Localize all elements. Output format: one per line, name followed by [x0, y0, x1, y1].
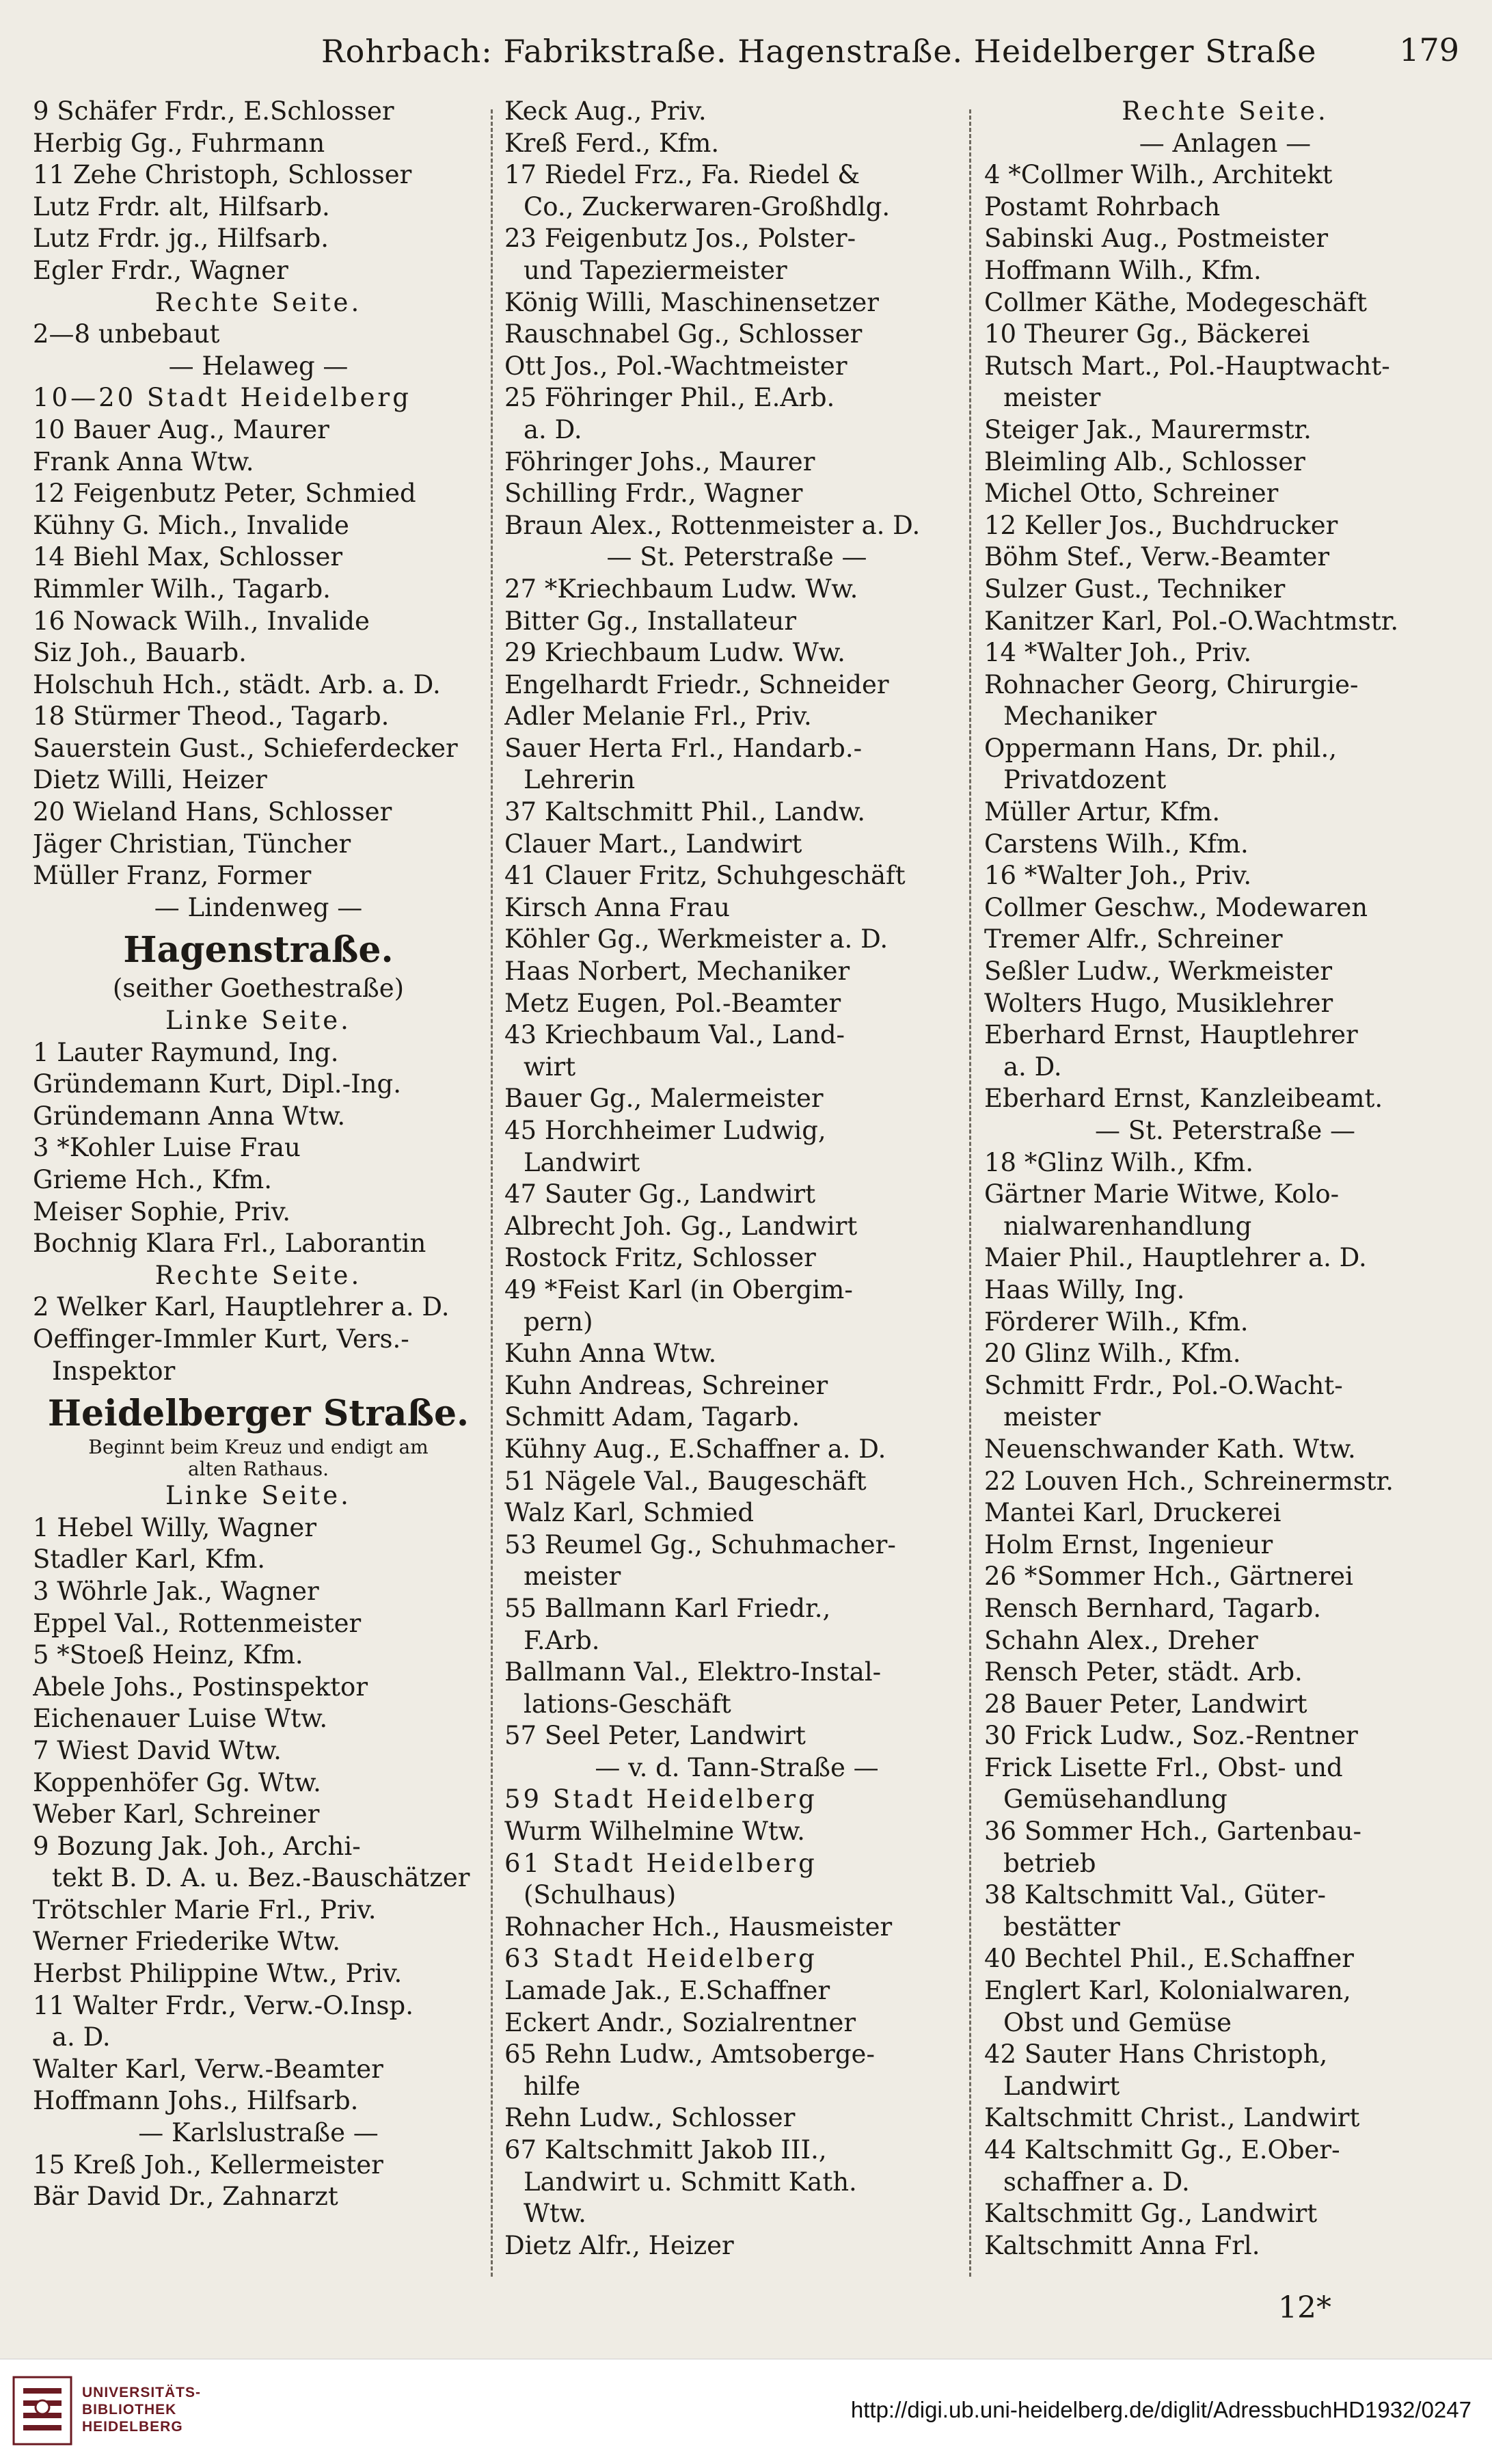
directory-line: Postamt Rohrbach [984, 191, 1221, 222]
directory-line: 9 Schäfer Frdr., E.Schlosser [33, 96, 394, 126]
directory-line: Rensch Bernhard, Tagarb. [984, 1593, 1322, 1623]
directory-line: Lamade Jak., E.Schaffner [504, 1976, 830, 2006]
directory-line: Hoffmann Wilh., Kfm. [984, 255, 1262, 285]
directory-line: 16 *Walter Joh., Priv. [984, 861, 1252, 891]
directory-line: Kanitzer Karl, Pol.-O.Wachtmstr. [984, 606, 1399, 636]
directory-line: Gründemann Anna Wtw. [33, 1101, 346, 1131]
directory-line: Dietz Willi, Heizer [33, 765, 267, 795]
directory-line: Ott Jos., Pol.-Wachtmeister [504, 351, 847, 381]
directory-line: Oppermann Hans, Dr. phil., [984, 733, 1338, 763]
directory-line: 18 *Glinz Wilh., Kfm. [984, 1147, 1253, 1177]
directory-line: Rohnacher Georg, Chirurgie- [984, 669, 1359, 699]
directory-line: 27 *Kriechbaum Ludw. Ww. [504, 574, 858, 604]
directory-line: Keck Aug., Priv. [504, 96, 707, 126]
directory-line: Egler Frdr., Wagner [33, 255, 288, 285]
directory-line: 51 Nägele Val., Baugeschäft [504, 1466, 867, 1496]
directory-line: Herbig Gg., Fuhrmann [33, 128, 325, 158]
directory-line: 20 Glinz Wilh., Kfm. [984, 1339, 1241, 1369]
directory-line: Köhler Gg., Werkmeister a. D. [504, 924, 889, 954]
directory-line: alten Rathaus. [187, 1458, 329, 1481]
directory-line: 1 Lauter Raymund, Ing. [33, 1037, 339, 1067]
directory-line: 12 Feigenbutz Peter, Schmied [33, 479, 416, 509]
directory-line: 3 *Kohler Luise Frau [33, 1133, 301, 1163]
directory-line: 55 Ballmann Karl Friedr., [504, 1593, 831, 1623]
directory-line: a. D. [1003, 1052, 1062, 1082]
directory-line: Maier Phil., Hauptlehrer a. D. [984, 1243, 1367, 1273]
directory-line: meister [1003, 1402, 1101, 1432]
directory-line: Rechte Seite. [154, 287, 362, 317]
directory-line: Grieme Hch., Kfm. [33, 1165, 273, 1194]
library-name[interactable] [82, 2384, 201, 2435]
directory-line: 47 Sauter Gg., Landwirt [504, 1179, 816, 1209]
directory-line: Holm Ernst, Ingenieur [984, 1529, 1273, 1559]
directory-line: 15 Kreß Joh., Kellermeister [33, 2150, 383, 2180]
directory-line: 12 Keller Jos., Buchdrucker [984, 510, 1338, 540]
directory-line: — St. Peterstraße — [606, 542, 867, 572]
directory-line: pern) [524, 1307, 593, 1337]
directory-line: 61 Stadt Heidelberg [504, 1848, 817, 1878]
directory-line: Mantei Karl, Druckerei [984, 1498, 1281, 1528]
directory-line: Rimmler Wilh., Tagarb. [33, 574, 331, 604]
directory-line: betrieb [1003, 1848, 1096, 1878]
directory-line: Linke Seite. [165, 1481, 351, 1511]
directory-line: a. D. [52, 2022, 111, 2052]
directory-line: Heidelberger Straße. [47, 1393, 470, 1435]
directory-line: Rensch Peter, städt. Arb. [984, 1657, 1303, 1687]
directory-line: 9 Bozung Jak. Joh., Archi- [33, 1831, 361, 1861]
directory-line: Hoffmann Johs., Hilfsarb. [33, 2086, 359, 2116]
directory-line: Sulzer Gust., Techniker [984, 574, 1286, 604]
directory-line: 11 Walter Frdr., Verw.-O.Insp. [33, 1990, 413, 2020]
directory-line: Jäger Christian, Tüncher [33, 829, 351, 859]
directory-line: Engelhardt Friedr., Schneider [504, 669, 889, 699]
directory-line: 67 Kaltschmitt Jakob III., [504, 2135, 827, 2165]
directory-line: 44 Kaltschmitt Gg., E.Ober- [984, 2135, 1340, 2165]
directory-line: Kaltschmitt Anna Frl. [984, 2230, 1260, 2260]
directory-line: Englert Karl, Kolonialwaren, [984, 1976, 1351, 2006]
directory-line: 38 Kaltschmitt Val., Güter- [984, 1880, 1327, 1910]
directory-line: Privatdozent [1003, 765, 1167, 795]
directory-line: 10 Theurer Gg., Bäckerei [984, 319, 1310, 349]
directory-line: Werner Friederike Wtw. [33, 1927, 340, 1957]
directory-line: Linke Seite. [165, 1006, 351, 1036]
running-title: Rohrbach: Fabrikstraße. Hagenstraße. Heidelberger Straße [321, 33, 1317, 70]
directory-line: Frick Lisette Frl., Obst- und [984, 1752, 1343, 1782]
directory-line: Meiser Sophie, Priv. [33, 1196, 291, 1227]
directory-line: schaffner a. D. [1003, 2167, 1190, 2197]
directory-line: 10 Bauer Aug., Maurer [33, 414, 329, 444]
directory-line: Föhringer Johs., Maurer [504, 446, 815, 477]
directory-line: 30 Frick Ludw., Soz.-Rentner [984, 1721, 1358, 1751]
directory-line: Wolters Hugo, Musiklehrer [984, 988, 1333, 1018]
directory-line: Rostock Fritz, Schlosser [504, 1243, 816, 1273]
directory-line: Seßler Ludw., Werkmeister [984, 956, 1333, 987]
directory-line: 1 Hebel Willy, Wagner [33, 1512, 317, 1542]
directory-line: Collmer Käthe, Modegeschäft [984, 287, 1367, 317]
directory-line: 43 Kriechbaum Val., Land- [504, 1020, 845, 1050]
directory-line: 42 Sauter Hans Christoph, [984, 2039, 1328, 2070]
directory-line: Haas Norbert, Mechaniker [504, 956, 850, 987]
directory-line: 7 Wiest David Wtw. [33, 1735, 282, 1765]
directory-line: Böhm Stef., Verw.-Beamter [984, 542, 1330, 572]
directory-line: Kuhn Andreas, Schreiner [504, 1370, 828, 1400]
directory-line: 28 Bauer Peter, Landwirt [984, 1689, 1307, 1719]
directory-line: 45 Horchheimer Ludwig, [504, 1116, 826, 1145]
directory-line: 49 *Feist Karl (in Obergim- [504, 1274, 853, 1304]
directory-line: Wurm Wilhelmine Wtw. [504, 1817, 805, 1847]
directory-line: Koppenhöfer Gg. Wtw. [33, 1767, 321, 1797]
directory-line: Walz Karl, Schmied [504, 1498, 755, 1528]
directory-line: hilfe [524, 2071, 581, 2101]
directory-line: 20 Wieland Hans, Schlosser [33, 797, 392, 827]
directory-line: — Karlslustraße — [138, 2118, 379, 2148]
directory-line: Rechte Seite. [1122, 96, 1329, 126]
directory-line: bestätter [1003, 1912, 1120, 1942]
directory-line: 59 Stadt Heidelberg [504, 1784, 817, 1814]
directory-line: Kirsch Anna Frau [504, 892, 730, 922]
directory-line: Bauer Gg., Malermeister [504, 1084, 824, 1114]
directory-line: — St. Peterstraße — [1094, 1116, 1356, 1145]
directory-line: Eberhard Ernst, Hauptlehrer [984, 1020, 1358, 1050]
directory-line: Bär David Dr., Zahnarzt [33, 2182, 338, 2212]
directory-line: 14 Biehl Max, Schlosser [33, 542, 343, 572]
directory-line: 26 *Sommer Hch., Gärtnerei [984, 1562, 1353, 1592]
directory-line: 14 *Walter Joh., Priv. [984, 638, 1252, 668]
directory-line: (Schulhaus) [524, 1880, 677, 1910]
directory-line: Clauer Mart., Landwirt [504, 829, 802, 859]
directory-line: Rauschnabel Gg., Schlosser [504, 319, 863, 349]
directory-line: lations-Geschäft [524, 1689, 731, 1719]
directory-line: Haas Willy, Ing. [984, 1274, 1185, 1304]
column-2 [504, 96, 969, 2262]
column-1 [33, 96, 484, 2213]
directory-line: Frank Anna Wtw. [33, 446, 254, 477]
directory-line: Weber Karl, Schreiner [33, 1799, 320, 1830]
viewer-footer [0, 2359, 1492, 2464]
directory-line: 23 Feigenbutz Jos., Polster- [504, 224, 856, 254]
directory-line: Schmitt Frdr., Pol.-O.Wacht- [984, 1370, 1343, 1400]
directory-line: Eckert Andr., Sozialrentner [504, 2007, 856, 2037]
directory-line: 3 Wöhrle Jak., Wagner [33, 1576, 319, 1606]
directory-line: Braun Alex., Rottenmeister a. D. [504, 510, 921, 540]
directory-line: Co., Zuckerwaren-Großhdlg. [524, 191, 891, 222]
directory-line: — v. d. Tann-Straße — [595, 1752, 879, 1782]
directory-line: Lutz Frdr. jg., Hilfsarb. [33, 224, 329, 254]
directory-line: Kühny G. Mich., Invalide [33, 510, 349, 540]
page-number: 179 [1399, 31, 1459, 68]
directory-line: 63 Stadt Heidelberg [504, 1944, 817, 1974]
directory-line: 25 Föhringer Phil., E.Arb. [504, 383, 835, 413]
directory-line: Gründemann Kurt, Dipl.-Ing. [33, 1069, 401, 1099]
directory-line: Landwirt u. Schmitt Kath. [524, 2167, 857, 2197]
directory-line: wirt [524, 1052, 576, 1082]
directory-line: tekt B. D. A. u. Bez.-Bauschätzer [52, 1863, 470, 1893]
directory-line: Sauerstein Gust., Schieferdecker [33, 733, 458, 763]
directory-line: Bleimling Alb., Schlosser [984, 446, 1305, 477]
directory-line: Sauer Herta Frl., Handarb.- [504, 733, 863, 763]
directory-line: — Helaweg — [168, 351, 349, 381]
directory-line: 57 Seel Peter, Landwirt [504, 1721, 806, 1751]
directory-line: 40 Bechtel Phil., E.Schaffner [984, 1944, 1354, 1974]
directory-line: meister [1003, 383, 1101, 413]
directory-line: Abele Johs., Postinspektor [33, 1672, 368, 1702]
university-seal-icon [10, 2373, 75, 2448]
directory-line: Rechte Seite. [154, 1260, 362, 1290]
library-name-line: UNIVERSITÄTS- [82, 2385, 202, 2400]
directory-line: Eberhard Ernst, Kanzleibeamt. [984, 1084, 1383, 1114]
directory-line: Ballmann Val., Elektro-Instal- [504, 1657, 882, 1687]
column-divider-2 [969, 109, 971, 2277]
directory-line: Schilling Frdr., Wagner [504, 479, 803, 509]
directory-line: Landwirt [1003, 2071, 1120, 2101]
directory-line: 36 Sommer Hch., Gartenbau- [984, 1817, 1362, 1847]
directory-line: Walter Karl, Verw.-Beamter [33, 2054, 383, 2084]
directory-line: Dietz Alfr., Heizer [504, 2230, 734, 2260]
directory-line: Förderer Wilh., Kfm. [984, 1307, 1249, 1337]
directory-line: Wtw. [524, 2199, 586, 2229]
directory-line: Kuhn Anna Wtw. [504, 1339, 717, 1369]
directory-line: Landwirt [524, 1147, 640, 1177]
library-name-line: HEIDELBERG [82, 2419, 183, 2435]
directory-line: meister [524, 1562, 621, 1592]
directory-line: König Willi, Maschinensetzer [504, 287, 879, 317]
directory-line: Kaltschmitt Christ., Landwirt [984, 2103, 1360, 2133]
directory-line: Sabinski Aug., Postmeister [984, 224, 1329, 254]
directory-line: Stadler Karl, Kfm. [33, 1544, 266, 1575]
directory-line: Siz Joh., Bauarb. [33, 638, 247, 668]
directory-line: Gemüsehandlung [1003, 1784, 1227, 1814]
directory-line: Inspektor [52, 1356, 176, 1386]
directory-line: 4 *Collmer Wilh., Architekt [984, 160, 1333, 190]
directory-line: — Lindenweg — [154, 892, 363, 922]
directory-line: Collmer Geschw., Modewaren [984, 892, 1368, 922]
directory-line: Bochnig Klara Frl., Laborantin [33, 1229, 426, 1259]
directory-line: Kreß Ferd., Kfm. [504, 128, 720, 158]
directory-line: Albrecht Joh. Gg., Landwirt [504, 1211, 858, 1241]
permalink-url[interactable]: http://digi.ub.uni-heidelberg.de/diglit/AdressbuchHD1932/0247 [850, 2397, 1471, 2422]
directory-line: Metz Eugen, Pol.-Beamter [504, 988, 841, 1018]
directory-line: 11 Zehe Christoph, Schlosser [33, 160, 412, 190]
directory-line: Gärtner Marie Witwe, Kolo- [984, 1179, 1340, 1209]
directory-line: Mechaniker [1003, 701, 1157, 732]
directory-line: Beginnt beim Kreuz und endigt am [88, 1436, 429, 1459]
directory-line: 18 Stürmer Theod., Tagarb. [33, 701, 390, 732]
directory-line: Rohnacher Hch., Hausmeister [504, 1912, 893, 1942]
library-name-line: BIBLIOTHEK [82, 2402, 177, 2418]
directory-line: Rutsch Mart., Pol.-Hauptwacht- [984, 351, 1390, 381]
directory-line: Müller Franz, Former [33, 861, 312, 891]
directory-line: 2 Welker Karl, Hauptlehrer a. D. [33, 1292, 450, 1322]
directory-line: Müller Artur, Kfm. [984, 797, 1221, 827]
directory-line: 37 Kaltschmitt Phil., Landw. [504, 797, 866, 827]
column-divider-1 [491, 109, 493, 2277]
directory-line: 22 Louven Hch., Schreinermstr. [984, 1466, 1394, 1496]
directory-line: Rehn Ludw., Schlosser [504, 2103, 796, 2133]
directory-line: 65 Rehn Ludw., Amtsoberge- [504, 2039, 875, 2070]
directory-line: 5 *Stoeß Heinz, Kfm. [33, 1640, 303, 1670]
directory-line: Steiger Jak., Maurermstr. [984, 414, 1312, 444]
directory-line: nialwarenhandlung [1003, 1211, 1252, 1241]
page-header [41, 26, 1465, 81]
directory-line: Trötschler Marie Frl., Priv. [33, 1894, 377, 1925]
directory-line: Eichenauer Luise Wtw. [33, 1704, 328, 1734]
directory-line: F.Arb. [524, 1625, 600, 1655]
directory-line: a. D. [524, 414, 582, 444]
directory-line: Lehrerin [524, 765, 636, 795]
directory-line: 16 Nowack Wilh., Invalide [33, 606, 370, 636]
directory-line: 2—8 unbebaut [33, 319, 220, 349]
directory-line: Schmitt Adam, Tagarb. [504, 1402, 800, 1432]
directory-line: Tremer Alfr., Schreiner [984, 924, 1283, 954]
directory-line: — Anlagen — [1139, 128, 1312, 158]
directory-line: Kaltschmitt Gg., Landwirt [984, 2199, 1318, 2229]
directory-line: Schahn Alex., Dreher [984, 1625, 1258, 1655]
directory-line: 29 Kriechbaum Ludw. Ww. [504, 638, 845, 668]
directory-line: Lutz Frdr. alt, Hilfsarb. [33, 191, 330, 222]
column-3 [984, 96, 1466, 2262]
directory-line: Herbst Philippine Wtw., Priv. [33, 1959, 403, 1989]
directory-line: Holschuh Hch., städt. Arb. a. D. [33, 669, 441, 699]
directory-line: Michel Otto, Schreiner [984, 479, 1279, 509]
directory-line: 41 Clauer Fritz, Schuhgeschäft [504, 861, 906, 891]
directory-line: 17 Riedel Frz., Fa. Riedel & [504, 160, 860, 190]
directory-line: Eppel Val., Rottenmeister [33, 1608, 362, 1638]
directory-line: (seither Goethestraße) [112, 974, 405, 1004]
sheet-mark: 12* [1278, 2290, 1331, 2325]
directory-line: und Tapeziermeister [524, 255, 787, 285]
directory-line: 53 Reumel Gg., Schuhmacher- [504, 1529, 896, 1559]
directory-line: Hagenstraße. [123, 929, 394, 972]
directory-line: Neuenschwander Kath. Wtw. [984, 1434, 1356, 1464]
directory-line: Kühny Aug., E.Schaffner a. D. [504, 1434, 886, 1464]
directory-line: Carstens Wilh., Kfm. [984, 829, 1249, 859]
directory-line: 10—20 Stadt Heidelberg [33, 383, 411, 413]
directory-line: Adler Melanie Frl., Priv. [504, 701, 812, 732]
directory-line: Obst und Gemüse [1003, 2007, 1232, 2037]
directory-line: Bitter Gg., Installateur [504, 606, 796, 636]
directory-line: Oeffinger-Immler Kurt, Vers.- [33, 1324, 409, 1354]
